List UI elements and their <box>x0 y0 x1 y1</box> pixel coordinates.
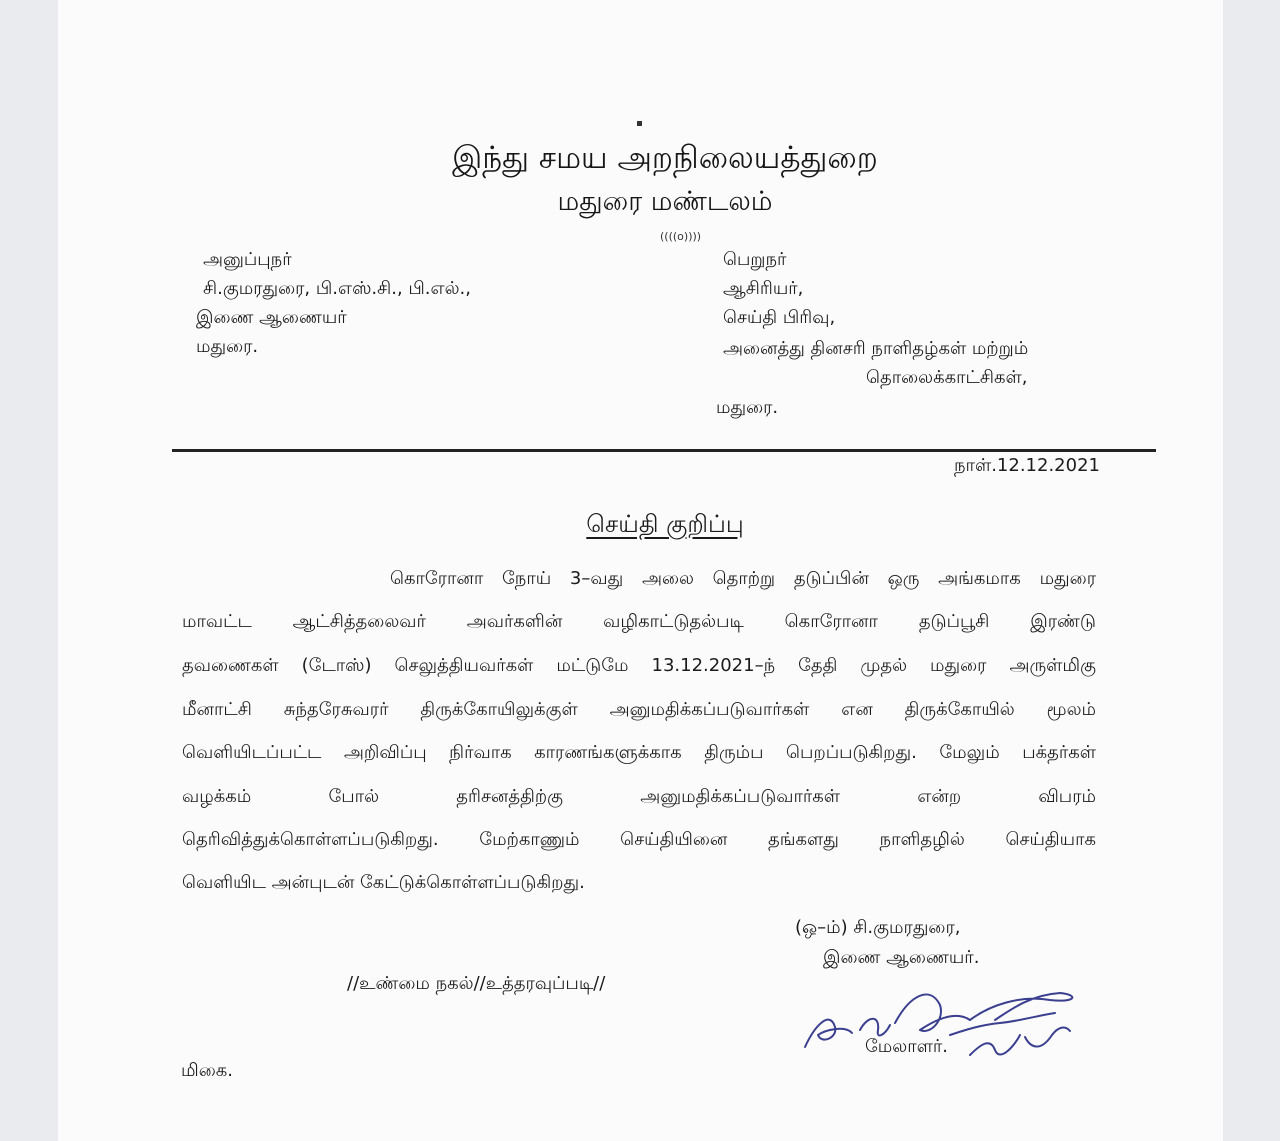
body-line: மீனாட்சி சுந்தரேசுவரர் திருக்கோயிலுக்குள் அனுமதிக்கப்படுவார்கள் என திருக்கோயில் மூலம் <box>182 699 1096 720</box>
signoff-name: (ஒ–ம்) சி.குமரதுரை, <box>795 917 961 938</box>
recipient-place: மதுரை. <box>716 397 779 418</box>
sender-place: மதுரை. <box>196 336 259 357</box>
sender-label: அனுப்புநர் <box>203 249 292 270</box>
recipient-line2: செய்தி பிரிவு, <box>723 307 836 328</box>
handwritten-signature <box>790 975 1090 1075</box>
body-line: தெரிவித்துக்கொள்ளப்படுகிறது. மேற்காணும் செய்தியினை தங்களது நாளிதழில் செய்தியாக <box>182 829 1096 850</box>
divider-line <box>172 449 1156 452</box>
body-line: வெளியிடப்பட்ட அறிவிப்பு நிர்வாக காரணங்களுக்காக திரும்ப பெறப்படுகிறது. மேலும் பக்தர்கள் <box>182 742 1096 763</box>
body-line: மாவட்ட ஆட்சித்தலைவர் அவர்களின் வழிகாட்டுதல்படி கொரோனா தடுப்பூசி இரண்டு <box>182 611 1096 632</box>
body-line: வெளியிட அன்புடன் கேட்டுக்கொள்ளப்படுகிறது. <box>182 872 585 893</box>
emblem-mark: ((((o)))) <box>660 230 702 243</box>
true-copy-note: //உண்மை நகல்//உத்தரவுப்படி// <box>347 973 606 994</box>
top-mark <box>637 121 642 126</box>
footer-note: மிகை. <box>181 1060 233 1081</box>
sender-designation: இணை ஆணையர் <box>196 307 347 328</box>
press-note-heading: செய்தி குறிப்பு <box>586 510 744 538</box>
sender-name: சி.குமரதுரை, பி.எஸ்.சி., பி.எல்., <box>203 278 471 299</box>
recipient-line4: தொலைக்காட்சிகள், <box>866 367 1028 388</box>
body-line: தவணைகள் (டோஸ்) செலுத்தியவர்கள் மட்டுமே 13.12.2021–ந் தேதி முதல் மதுரை அருள்மிகு <box>182 655 1096 676</box>
recipient-line1: ஆசிரியர், <box>723 278 804 299</box>
manager-label: மேலாளர். <box>865 1036 948 1057</box>
department-title: இந்து சமய அறநிலையத்துறை <box>452 140 878 176</box>
body-line: வழக்கம் போல் தரிசனத்திற்கு அனுமதிக்கப்படுவார்கள் என்ற விபரம் <box>182 786 1096 807</box>
document-date: நாள்.12.12.2021 <box>954 455 1100 476</box>
body-line: கொரோனா நோய் 3–வது அலை தொற்று தடுப்பின் ஒரு அங்கமாக மதுரை <box>390 568 1096 589</box>
recipient-line3: அனைத்து தினசரி நாளிதழ்கள் மற்றும் <box>723 338 1029 359</box>
signoff-designation: இணை ஆணையர். <box>823 947 980 968</box>
region-title: மதுரை மண்டலம் <box>557 186 773 217</box>
recipient-label: பெறுநர் <box>723 249 787 270</box>
